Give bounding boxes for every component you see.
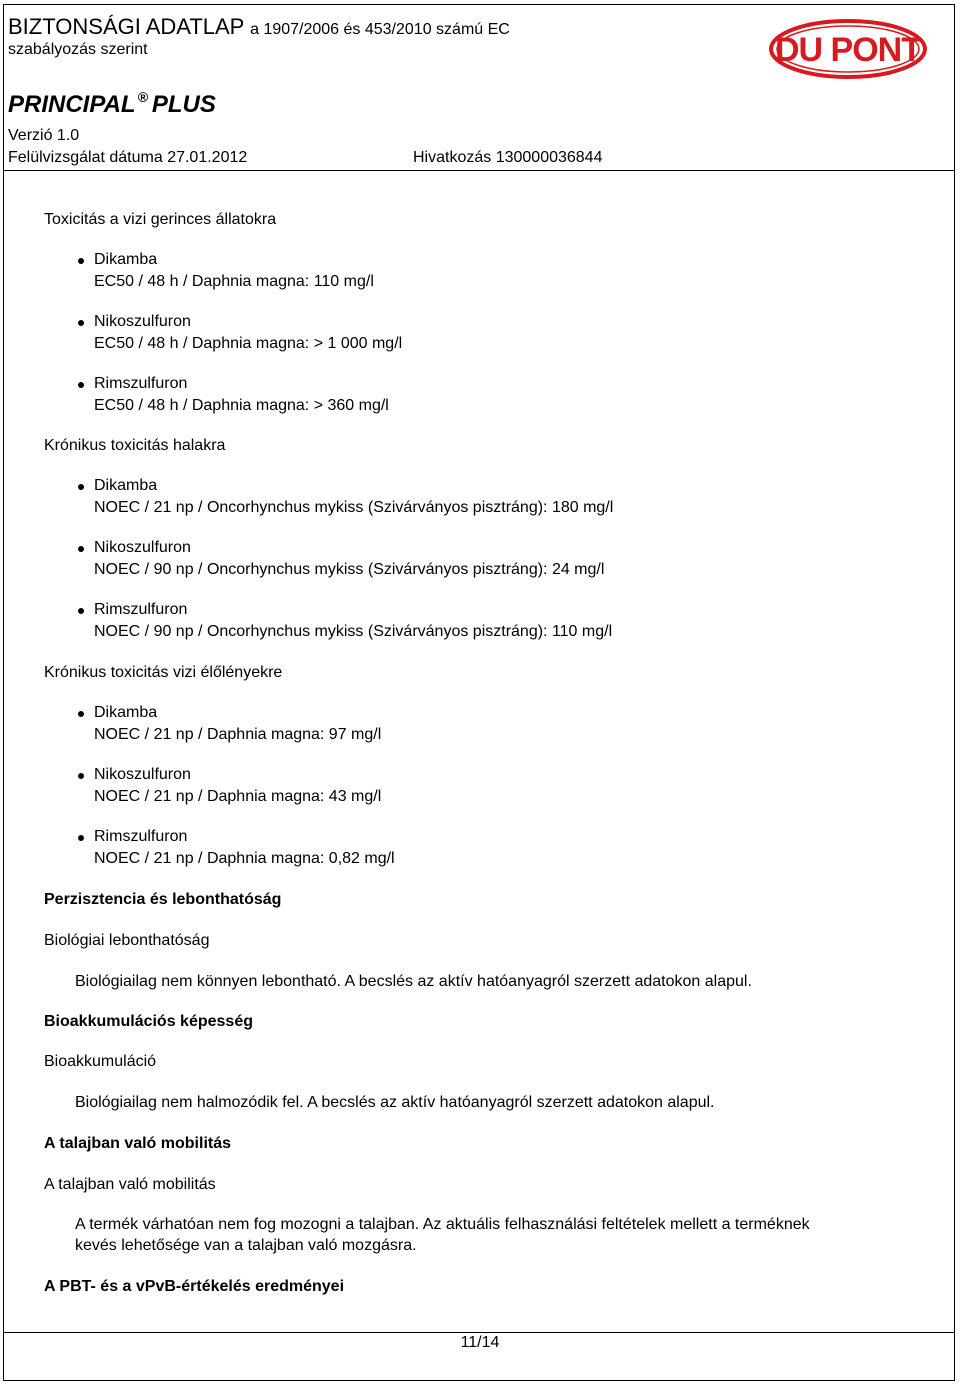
substance-name: Dikamba bbox=[94, 704, 158, 721]
subsection-heading: Bioakkumuláció bbox=[44, 1053, 157, 1070]
substance-detail: NOEC / 90 np / Oncorhynchus mykiss (Szivárványos pisztráng): 24 mg/l bbox=[94, 561, 605, 578]
product-name-main: PRINCIPAL bbox=[8, 91, 136, 118]
substance-detail: EC50 / 48 h / Daphnia magna: 110 mg/l bbox=[94, 273, 374, 290]
substance-name: Dikamba bbox=[94, 251, 158, 268]
substance-detail: NOEC / 90 np / Oncorhynchus mykiss (Szivárványos pisztráng): 110 mg/l bbox=[94, 623, 613, 640]
bullet-icon bbox=[78, 382, 84, 388]
substance-name: Nikoszulfuron bbox=[94, 313, 191, 330]
version-label: Verzió 1.0 bbox=[8, 127, 80, 144]
document-title bbox=[8, 14, 510, 40]
substance-name: Nikoszulfuron bbox=[94, 539, 191, 556]
footer-divider bbox=[4, 1332, 954, 1333]
section-heading-bold: Bioakkumulációs képesség bbox=[44, 1013, 253, 1030]
bullet-icon bbox=[78, 320, 84, 326]
section-heading: Krónikus toxicitás halakra bbox=[44, 437, 226, 454]
bullet-icon bbox=[78, 258, 84, 264]
reference-number: Hivatkozás 130000036844 bbox=[413, 149, 603, 166]
page-number: 11/14 bbox=[460, 1334, 500, 1351]
substance-detail: EC50 / 48 h / Daphnia magna: > 1 000 mg/l bbox=[94, 335, 403, 352]
body-text: kevés lehetősége van a talajban való mozgásra. bbox=[75, 1237, 417, 1254]
substance-name: Nikoszulfuron bbox=[94, 766, 191, 783]
substance-detail: NOEC / 21 np / Daphnia magna: 97 mg/l bbox=[94, 726, 382, 743]
substance-detail: NOEC / 21 np / Oncorhynchus mykiss (Szivárványos pisztráng): 180 mg/l bbox=[94, 499, 614, 516]
document-title-main: BIZTONSÁGI ADATLAP bbox=[8, 14, 244, 39]
document-title-regulation: a 1907/2006 és 453/2010 számú EC bbox=[250, 21, 510, 38]
substance-name: Rimszulfuron bbox=[94, 375, 188, 392]
substance-detail: EC50 / 48 h / Daphnia magna: > 360 mg/l bbox=[94, 397, 389, 414]
section-heading-bold: A talajban való mobilitás bbox=[44, 1135, 232, 1152]
bullet-icon bbox=[78, 711, 84, 717]
logo-text: DU PONT bbox=[775, 31, 921, 69]
substance-name: Dikamba bbox=[94, 477, 158, 494]
subsection-heading: Biológiai lebonthatóság bbox=[44, 932, 210, 949]
revision-date: Felülvizsgálat dátuma 27.01.2012 bbox=[8, 149, 248, 166]
dupont-logo bbox=[768, 18, 928, 80]
product-name-suffix: PLUS bbox=[151, 91, 216, 118]
substance-name: Rimszulfuron bbox=[94, 601, 188, 618]
bullet-icon bbox=[78, 835, 84, 841]
substance-detail: NOEC / 21 np / Daphnia magna: 0,82 mg/l bbox=[94, 850, 395, 867]
section-heading: Krónikus toxicitás vizi élőlényekre bbox=[44, 664, 283, 681]
bullet-icon bbox=[78, 546, 84, 552]
section-heading: Toxicitás a vizi gerinces állatokra bbox=[44, 211, 277, 228]
substance-name: Rimszulfuron bbox=[94, 828, 188, 845]
document-title-line2: szabályozás szerint bbox=[8, 41, 148, 58]
product-name bbox=[8, 89, 216, 119]
bullet-icon bbox=[78, 484, 84, 490]
section-heading-bold: A PBT- és a vPvB-értékelés eredményei bbox=[44, 1278, 345, 1295]
section-heading-bold: Perzisztencia és lebonthatóság bbox=[44, 891, 282, 908]
header-divider bbox=[4, 170, 954, 171]
substance-detail: NOEC / 21 np / Daphnia magna: 43 mg/l bbox=[94, 788, 382, 805]
body-text: Biológiailag nem könnyen lebontható. A becslés az aktív hatóanyagról szerzett adatokon alapul. bbox=[75, 973, 752, 990]
bullet-icon bbox=[78, 773, 84, 779]
registered-mark: ® bbox=[137, 89, 148, 105]
body-text: Biológiailag nem halmozódik fel. A becslés az aktív hatóanyagról szerzett adatokon alapul. bbox=[75, 1094, 715, 1111]
subsection-heading: A talajban való mobilitás bbox=[44, 1176, 216, 1193]
bullet-icon bbox=[78, 608, 84, 614]
body-text: A termék várhatóan nem fog mozogni a talajban. Az aktuális felhasználási feltételek mellett a terméknek bbox=[75, 1216, 810, 1233]
